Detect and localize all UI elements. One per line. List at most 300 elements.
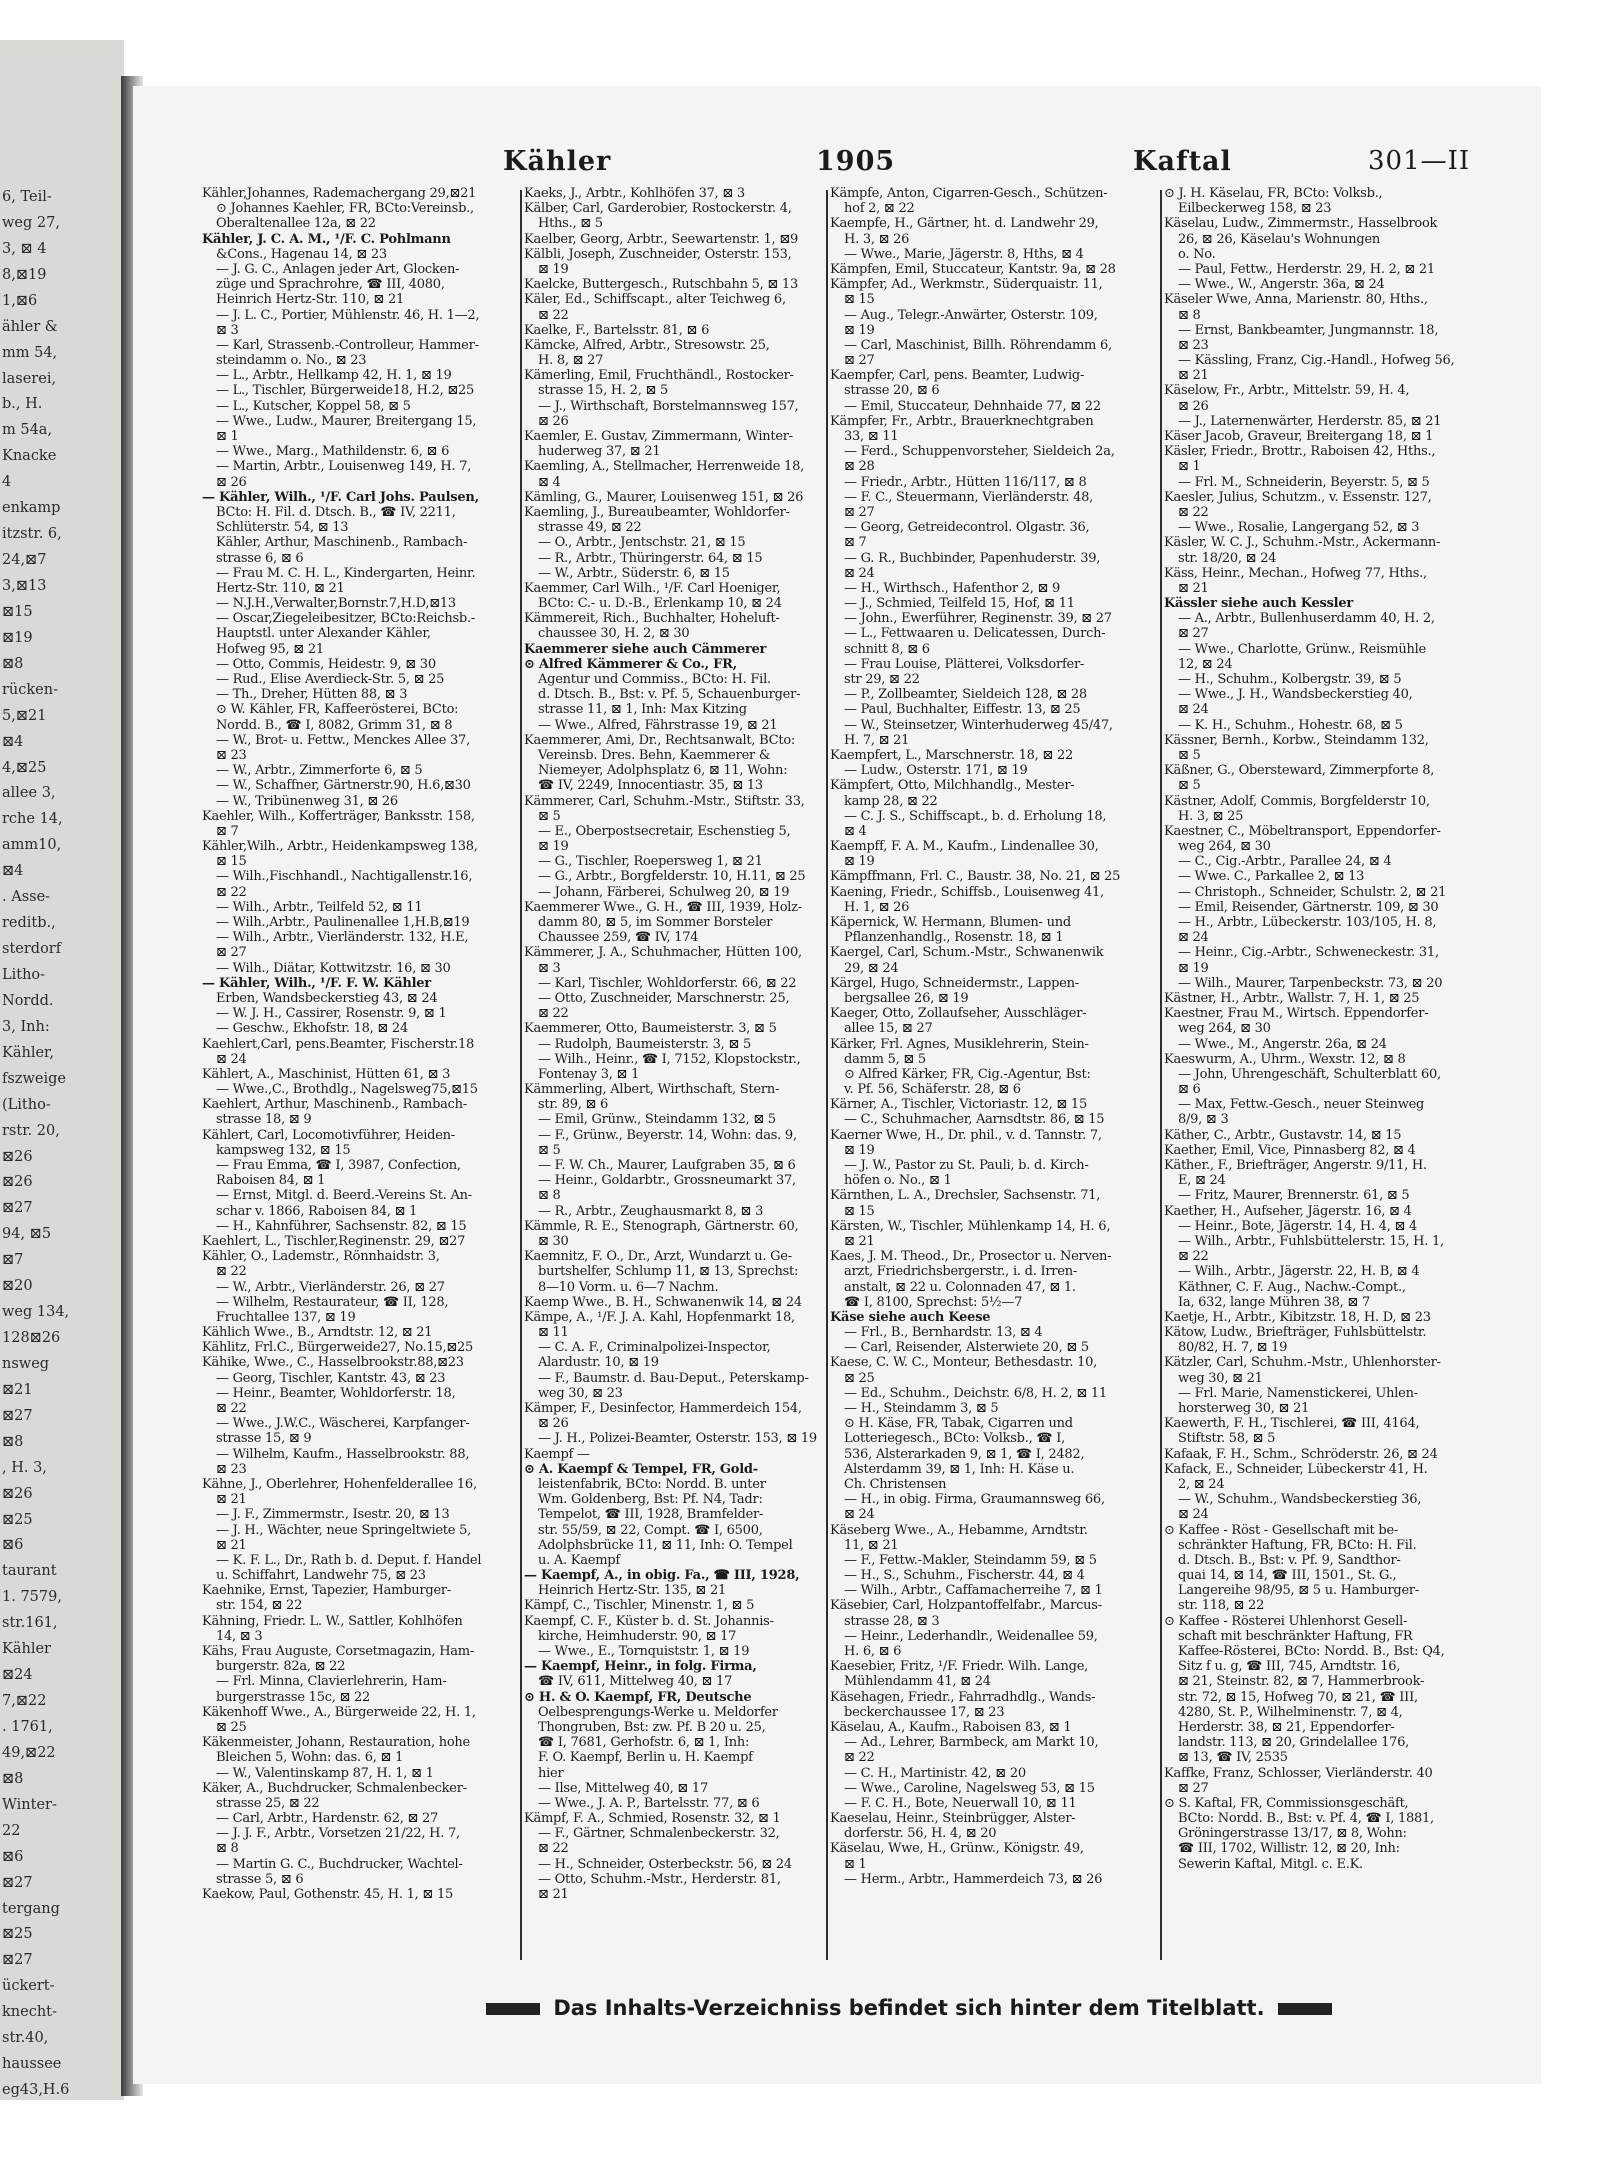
directory-entry-line: ⊠ 22	[538, 307, 569, 323]
directory-entry-line: Kaelber, Georg, Arbtr., Seewartenstr. 1, ⊠9	[524, 231, 798, 247]
directory-entry-line: Kärgel, Hugo, Schneidermstr., Lappen-	[830, 975, 1079, 991]
directory-entry-line: ⊠ 4	[844, 823, 867, 839]
previous-page-fragment: 3,⊠13	[2, 577, 47, 594]
directory-entry-line: Vereinsb. Dres. Behn, Kaemmerer &	[538, 747, 771, 763]
directory-entry-line: ⊠ 19	[844, 854, 875, 870]
directory-entry-line: — F., Gärtner, Schmalenbeckerstr. 32,	[538, 1826, 780, 1842]
directory-entry-line: huderweg 37, ⊠ 21	[538, 444, 661, 460]
directory-entry-line: F. O. Kaempf, Berlin u. H. Kaempf	[538, 1750, 753, 1766]
directory-entry-line: ⊠ 19	[538, 261, 569, 277]
directory-entry-line: — Frl. Minna, Clavierlehrerin, Ham-	[216, 1674, 447, 1690]
directory-entry-line: Kaes, J. M. Theod., Dr., Prosector u. Nerven-	[830, 1249, 1112, 1265]
directory-entry-line: BCto: H. Fil. d. Dtsch. B., ☎ IV, 2211,	[216, 504, 456, 520]
directory-entry-line: Kätow, Ludw., Briefträger, Fuhlsbüttelstr.	[1164, 1325, 1427, 1341]
directory-entry-line: 4280, St. P., Wilhelminenstr. 7, ⊠ 4,	[1178, 1704, 1403, 1720]
previous-page-fragment: eg43,H.6	[2, 2082, 70, 2099]
directory-entry-line: ⊠ 21	[216, 1492, 247, 1508]
previous-page-fragment: nsweg	[2, 1355, 50, 1372]
directory-entry-line: — J., Laternenwärter, Herderstr. 85, ⊠ 21	[1178, 413, 1442, 429]
directory-entry-line: — H., Arbtr., Lübeckerstr. 103/105, H. 8,	[1178, 915, 1437, 930]
directory-entry-line: Wm. Goldenberg, Bst: Pf. N4, Tadr:	[538, 1492, 763, 1508]
directory-entry-line: schränkter Haftung, FR, BCto: H. Fil.	[1178, 1537, 1417, 1553]
directory-entry-line: — Heinr., Cig.-Arbtr., Schweneckestr. 31,	[1178, 945, 1439, 961]
previous-page-fragment: 22	[2, 1822, 21, 1839]
directory-entry-line: ⊠ 22	[844, 1750, 875, 1766]
directory-entry-line: Kählitz, Frl.C., Bürgerweide27, No.15,⊠25	[202, 1340, 474, 1356]
directory-entry-line: H. 1, ⊠ 26	[844, 899, 910, 915]
directory-entry-line: Stiftstr. 58, ⊠ 5	[1178, 1431, 1276, 1447]
directory-entry-line: beckerchaussee 17, ⊠ 23	[844, 1704, 1005, 1720]
previous-page-fragment: b., H.	[2, 396, 43, 413]
previous-page-fragment: 1. 7579,	[2, 1589, 62, 1606]
directory-column-4	[1164, 186, 1520, 1966]
directory-entry-line: Kämpfen, Emil, Stuccateur, Kantstr. 9a, ⊠ 28	[830, 261, 1116, 277]
directory-entry-line: — Wwe., W., Angerstr. 36a, ⊠ 24	[1178, 277, 1385, 293]
directory-entry-line: hof 2, ⊠ 22	[844, 201, 915, 217]
previous-page-fragment: ⊠4	[2, 733, 24, 750]
directory-entry-line: Kähning, Friedr. L. W., Sattler, Kohlhöfen	[202, 1613, 463, 1629]
directory-entry-line: — Kässling, Franz, Cig.-Handl., Hofweg 56,	[1178, 353, 1455, 369]
previous-page-fragment: sterdorf	[2, 941, 62, 958]
directory-entry-line: ⊠ 22	[538, 1841, 569, 1857]
header-right-keyword: Kaftal	[1133, 146, 1232, 177]
directory-entry-line: Kähler,Johannes, Rademachergang 29,⊠21	[202, 186, 477, 201]
directory-entry-line: Kaesler, Julius, Schutzm., v. Essenstr. 127,	[1164, 489, 1432, 505]
directory-entry-line: — Heinr., Lederhandlr., Weidenallee 59,	[844, 1628, 1098, 1644]
directory-entry-line: — O., Arbtr., Jentschstr. 21, ⊠ 15	[538, 535, 746, 551]
directory-entry-line: — Wwe., Marg., Mathildenstr. 6, ⊠ 6	[216, 444, 450, 460]
directory-entry-line: v. Pf. 56, Schäferstr. 28, ⊠ 6	[844, 1082, 1021, 1098]
directory-entry-line: — Fritz, Maurer, Brennerstr. 61, ⊠ 5	[1178, 1188, 1410, 1204]
previous-page-fragment: 7,⊠22	[2, 1693, 47, 1710]
directory-entry-line: ⊠ 1	[216, 429, 239, 444]
directory-entry-line: burtshelfer, Schlump 11, ⊠ 13, Sprechst:	[538, 1264, 799, 1280]
page-number: 301—II	[1368, 146, 1471, 176]
previous-page-fragment: ⊠26	[2, 1485, 33, 1502]
directory-entry-line: ⊠ 15	[844, 292, 875, 308]
directory-entry-line: str. 55/59, ⊠ 22, Compt. ☎ I, 6500,	[538, 1522, 763, 1538]
directory-entry-line: — E., Oberpostsecretair, Eschenstieg 5,	[538, 823, 791, 839]
directory-entry-line: ☎ I, 7681, Gerhofstr. 6, ⊠ 1, Inh:	[538, 1735, 750, 1751]
directory-entry-line: — F. C. H., Bote, Neuerwall 10, ⊠ 11	[844, 1795, 1077, 1811]
previous-page-fragment: 1,⊠6	[2, 292, 38, 309]
directory-entry-line: höfen o. No., ⊠ 1	[844, 1173, 952, 1189]
previous-page-fragment: 3, ⊠ 4	[2, 240, 47, 257]
directory-entry-line: — W., Arbtr., Zimmerforte 6, ⊠ 5	[216, 763, 423, 779]
directory-entry-line: Kaeger, Otto, Zollaufseher, Ausschläger-	[830, 1006, 1087, 1022]
directory-entry-line: Hths., ⊠ 5	[538, 216, 603, 232]
directory-entry-line: ⊠ 25	[844, 1370, 875, 1386]
directory-entry-line: H. 3, ⊠ 26	[844, 231, 910, 247]
directory-entry-line: Käpernick, W. Hermann, Blumen- und	[830, 915, 1071, 930]
directory-entry-line: Kaese, C. W. C., Monteur, Bethesdastr. 10,	[830, 1355, 1098, 1371]
directory-entry-line: — Emil, Stuccateur, Dehnhaide 77, ⊠ 22	[844, 398, 1101, 414]
directory-entry-line: — Christoph., Schneider, Schulstr. 2, ⊠ 21	[1178, 884, 1447, 900]
directory-entry-line: — W., Arbtr., Vierländerstr. 26, ⊠ 27	[216, 1279, 445, 1295]
directory-entry-line: ⊠ 21	[538, 1887, 569, 1902]
directory-entry-line: ⊙ Kaffee - Rösterei Uhlenhorst Gesell-	[1164, 1613, 1408, 1629]
directory-entry-line: weg 30, ⊠ 23	[538, 1385, 623, 1401]
previous-page-fragment: haussee	[2, 2056, 62, 2073]
directory-entry-line: — Kähler, Wilh., ¹/F. F. W. Kähler	[202, 975, 431, 991]
directory-entry-line: — H., S., Schuhm., Fischerstr. 44, ⊠ 4	[844, 1568, 1085, 1584]
directory-entry-line: Käse siehe auch Keese	[830, 1309, 991, 1325]
directory-entry-line: — W., Brot- u. Fettw., Menckes Allee 37,	[216, 732, 470, 748]
directory-entry-line: d. Dtsch. B., Bst: v. Pf. 9, Sandthor-	[1178, 1552, 1401, 1568]
previous-page-fragment: , H. 3,	[2, 1459, 47, 1476]
directory-entry-line: ☎ III, 1702, Willistr. 12, ⊠ 20, Inh:	[1178, 1841, 1400, 1857]
directory-entry-line: Kaemmerer, Otto, Baumeisterstr. 3, ⊠ 5	[524, 1021, 777, 1037]
directory-entry-line: — F., Fettw.-Makler, Steindamm 59, ⊠ 5	[844, 1552, 1097, 1568]
directory-entry-line: Kählich Wwe., B., Arndtstr. 12, ⊠ 21	[202, 1325, 433, 1341]
directory-entry-line: — L., Tischler, Bürgerweide18, H.2, ⊠25	[216, 383, 475, 399]
directory-entry-line: 8/9, ⊠ 3	[1178, 1112, 1229, 1128]
directory-entry-line: — W., Valentinskamp 87, H. 1, ⊠ 1	[216, 1765, 434, 1781]
directory-entry-line: Kästner, Adolf, Commis, Borgfelderstr 10,	[1164, 793, 1430, 809]
previous-page-fragment: weg 27,	[2, 214, 60, 231]
directory-entry-line: Kätzler, Carl, Schuhm.-Mstr., Uhlenhorster-	[1164, 1355, 1441, 1371]
directory-entry-line: Heinrich Hertz-Str. 135, ⊠ 21	[538, 1583, 727, 1599]
previous-page-fragment: taurant	[2, 1563, 57, 1580]
directory-entry-line: ☎ I, 8100, Sprechst: 5½—7	[844, 1294, 1023, 1310]
directory-entry-line: — Wwe. C., Parkallee 2, ⊠ 13	[1178, 869, 1365, 885]
directory-entry-line: Kaerner Wwe, H., Dr. phil., v. d. Tannstr. 7,	[830, 1127, 1102, 1143]
directory-entry-line: Käselau, A., Kaufm., Raboisen 83, ⊠ 1	[830, 1719, 1072, 1735]
directory-entry-line: ⊠ 11	[538, 1325, 569, 1341]
directory-entry-line: Kämpfert, Otto, Milchhandlg., Mester-	[830, 778, 1075, 794]
directory-entry-line: — J. F., Zimmermstr., Isestr. 20, ⊠ 13	[216, 1507, 450, 1523]
previous-page-fragment: weg 134,	[2, 1304, 70, 1321]
directory-entry-line: ⊠ 8	[216, 1841, 239, 1857]
directory-entry-line: ⊠ 24	[1178, 930, 1209, 946]
directory-entry-line: — John., Ewerführer, Reginenstr. 39, ⊠ 27	[844, 611, 1112, 627]
directory-entry-line: — Wwe., Ludw., Maurer, Breitergang 15,	[216, 413, 477, 429]
directory-entry-line: Kaergel, Carl, Schum.-Mstr., Schwanenwik	[830, 945, 1104, 961]
directory-entry-line: — L., Kutscher, Koppel 58, ⊠ 5	[216, 398, 411, 414]
directory-entry-line: — P., Zollbeamter, Sieldeich 128, ⊠ 28	[844, 687, 1087, 703]
directory-entry-line: — J. W., Pastor zu St. Pauli, b. d. Kirch-	[844, 1158, 1089, 1173]
previous-page-fragment: ⊠6	[2, 1537, 24, 1554]
directory-entry-line: Käsebier, Carl, Holzpantoffelfabr., Marcus-	[830, 1598, 1102, 1614]
directory-entry-line: allee 15, ⊠ 27	[844, 1021, 933, 1037]
directory-entry-line: str. 89, ⊠ 6	[538, 1097, 609, 1113]
previous-page-fragment: 128⊠26	[2, 1330, 61, 1347]
directory-entry-line: Fruchtallee 137, ⊠ 19	[216, 1309, 356, 1325]
directory-entry-line: — C. J. S., Schiffscapt., b. d. Erholung 18,	[844, 808, 1107, 824]
directory-entry-line: Kafaak, F. H., Schm., Schröderstr. 26, ⊠ 24	[1164, 1446, 1438, 1462]
previous-page-fragment: ⊠27	[2, 1407, 33, 1424]
directory-entry-line: strasse 15, H. 2, ⊠ 5	[538, 383, 669, 399]
directory-entry-line: ⊙ Johannes Kaehler, FR, BCto:Vereinsb.,	[216, 201, 474, 217]
previous-page-fragment: ⊠8	[2, 1770, 24, 1787]
directory-entry-line: arzt, Friedrichsbergerstr., i. d. Irren-	[844, 1264, 1077, 1280]
previous-page-fragment: rstr. 20,	[2, 1122, 60, 1139]
directory-entry-line: schar v. 1866, Raboisen 84, ⊠ 1	[216, 1203, 418, 1219]
directory-entry-line: — W. J. H., Cassirer, Rosenstr. 9, ⊠ 1	[216, 1006, 447, 1022]
directory-entry-line: — Paul, Buchhalter, Eiffestr. 13, ⊠ 25	[844, 702, 1081, 718]
directory-entry-line: Kähike, Wwe., C., Hasselbrookstr.88,⊠23	[202, 1355, 464, 1371]
directory-entry-line: — Wilh., Arbtr., Vierländerstr. 132, H.E,	[216, 930, 469, 946]
previous-page-fragment: ⊠27	[2, 1874, 33, 1891]
directory-entry-line: d. Dtsch. B., Bst: v. Pf. 5, Schauenburger-	[538, 687, 801, 703]
previous-page-fragment: 5,⊠21	[2, 707, 47, 724]
directory-entry-line: ⊠ 7	[844, 535, 867, 551]
directory-entry-line: Kämpffmann, Frl. C., Baustr. 38, No. 21, ⊠ 25	[830, 869, 1121, 885]
directory-entry-line: Kaether, H., Aufseher, Jägerstr. 16, ⊠ 4	[1164, 1203, 1412, 1219]
directory-entry-line: Kämpfer, Ad., Werkmstr., Süderquaistr. 11,	[830, 277, 1103, 293]
directory-entry-line: ⊙ Alfred Kämmerer & Co., FR,	[524, 656, 737, 672]
directory-entry-line: 12, ⊠ 24	[1178, 656, 1233, 672]
directory-entry-line: Kaemmerer Wwe., G. H., ☎ III, 1939, Holz-	[524, 899, 802, 915]
directory-entry-line: ⊠ 5	[1178, 747, 1201, 763]
directory-entry-line: — Otto, Schuhm.-Mstr., Herderstr. 81,	[538, 1871, 781, 1887]
directory-entry-line: Kässner, Bernh., Korbw., Steindamm 132,	[1164, 732, 1429, 748]
directory-entry-line: — Wwe.,C., Brothdlg., Nagelsweg75,⊠15	[216, 1082, 478, 1098]
directory-entry-line: Kaehnike, Ernst, Tapezier, Hamburger-	[202, 1583, 452, 1599]
previous-page-fragment: knecht-	[2, 2004, 57, 2021]
directory-entry-line: kampsweg 132, ⊠ 15	[216, 1142, 351, 1158]
directory-entry-line: ⊠ 4	[538, 474, 561, 490]
directory-entry-line: weg 30, ⊠ 21	[1178, 1370, 1263, 1386]
directory-entry-line: Agentur und Commiss., BCto: H. Fil.	[538, 672, 771, 687]
directory-entry-line: leistenfabrik, BCto: Nordd. B. unter	[538, 1476, 766, 1492]
previous-page-fragment: allee 3,	[2, 785, 56, 802]
previous-page-fragment: 49,⊠22	[2, 1744, 56, 1761]
directory-entry-line: — Johann, Färberei, Schulweg 20, ⊠ 19	[538, 884, 790, 900]
directory-entry-line: — J. H., Wächter, neue Springeltwiete 5,	[216, 1522, 472, 1538]
directory-entry-line: ⊙ A. Kaempf & Tempel, FR, Gold-	[524, 1461, 758, 1477]
previous-page-fragment: laserei,	[2, 370, 57, 387]
previous-page-fragment: rücken-	[2, 681, 58, 698]
directory-entry-line: Sewerin Kaftal, Mitgl. c. E.K.	[1178, 1856, 1363, 1872]
directory-entry-line: Kaeselau, Heinr., Steinbrügger, Alster-	[830, 1811, 1076, 1827]
directory-entry-line: strasse 6, ⊠ 6	[216, 550, 304, 566]
directory-entry-line: — Wwe., Rosalie, Langergang 52, ⊠ 3	[1178, 520, 1420, 536]
directory-entry-line: Alsterdamm 39, ⊠ 1, Inh: H. Käse u.	[844, 1461, 1075, 1477]
directory-entry-line: str 29, ⊠ 22	[844, 672, 920, 687]
directory-entry-line: Käselau, Ludw., Zimmermstr., Hasselbrook	[1164, 216, 1438, 232]
directory-entry-line: — Paul, Fettw., Herderstr. 29, H. 2, ⊠ 21	[1178, 261, 1435, 277]
directory-entry-line: — Wwe., J.W.C., Wäscherei, Karpfanger-	[216, 1416, 470, 1432]
previous-page-fragment: 4,⊠25	[2, 759, 47, 776]
directory-entry-line: Kämpf, C., Tischler, Minenstr. 1, ⊠ 5	[524, 1598, 755, 1614]
directory-entry-line: — Frl. Marie, Namenstickerei, Uhlen-	[1178, 1385, 1418, 1401]
directory-entry-line: strasse 11, ⊠ 1, Inh: Max Kitzing	[538, 702, 747, 718]
directory-entry-line: str. 72, ⊠ 15, Hofweg 70, ⊠ 21, ☎ III,	[1178, 1689, 1418, 1705]
directory-entry-line: Käsehagen, Friedr., Fahrradhdlg., Wands-	[830, 1689, 1096, 1705]
directory-entry-line: Fontenay 3, ⊠ 1	[538, 1066, 640, 1082]
directory-entry-line: Tempelot, ☎ III, 1928, Bramfelder-	[538, 1507, 764, 1523]
directory-entry-line: Kaempf, C. F., Küster b. d. St. Johannis-	[524, 1613, 774, 1629]
directory-entry-line: ⊠ 22	[216, 1264, 247, 1280]
pointing-hand-icon	[1278, 2003, 1332, 2015]
directory-entry-line: — Emil, Reisender, Gärtnerstr. 109, ⊠ 30	[1178, 899, 1439, 915]
directory-entry-line: Kaemler, E. Gustav, Zimmermann, Winter-	[524, 429, 793, 444]
directory-entry-line: — John, Uhrengeschäft, Schulterblatt 60,	[1178, 1066, 1441, 1082]
directory-entry-line: BCto: Nordd. B., Bst: v. Pf. 4, ☎ I, 1881,	[1178, 1811, 1434, 1827]
directory-entry-line: — Wilh., Arbtr., Teilfeld 52, ⊠ 11	[216, 899, 423, 915]
directory-entry-line: Kählert, Carl, Locomotivführer, Heiden-	[202, 1127, 455, 1143]
footer-notice	[480, 1996, 1265, 2020]
previous-page-fragment: ⊠8	[2, 655, 24, 672]
directory-entry-line: — J., Schmied, Teilfeld 15, Hof, ⊠ 11	[844, 596, 1075, 612]
previous-page-fragment: (Litho-	[2, 1096, 51, 1113]
directory-entry-line: Kaeswurm, A., Uhrm., Wexstr. 12, ⊠ 8	[1164, 1051, 1406, 1067]
directory-entry-line: strasse 5, ⊠ 6	[216, 1871, 304, 1887]
directory-entry-line: dorferstr. 56, H. 4, ⊠ 20	[844, 1826, 997, 1842]
directory-entry-line: str. 118, ⊠ 22	[1178, 1598, 1265, 1614]
directory-entry-line: — Herm., Arbtr., Hammerdeich 73, ⊠ 26	[844, 1871, 1103, 1887]
directory-entry-line: Nordd. B., ☎ I, 8082, Grimm 31, ⊠ 8	[216, 717, 453, 733]
directory-entry-line: Käther., F., Briefträger, Angerstr. 9/11, H.	[1164, 1158, 1427, 1173]
directory-entry-line: Kärner, A., Tischler, Victoriastr. 12, ⊠ 15	[830, 1097, 1087, 1113]
directory-entry-line: — Max, Fettw.-Gesch., neuer Steinweg	[1178, 1097, 1425, 1113]
directory-entry-line: — Ernst, Mitgl. d. Beerd.-Vereins St. An-	[216, 1188, 472, 1204]
directory-entry-line: — H., in obig. Firma, Graumannsweg 66,	[844, 1492, 1105, 1508]
directory-entry-line: Eilbeckerweg 158, ⊠ 23	[1178, 201, 1332, 217]
directory-entry-line: Bleichen 5, Wohn: das. 6, ⊠ 1	[216, 1750, 404, 1766]
directory-entry-line: — A., Arbtr., Bullenhuserdamm 40, H. 2,	[1178, 611, 1435, 627]
previous-page-fragment: rche 14,	[2, 811, 63, 828]
directory-entry-line: Ia, 632, lange Mühren 38, ⊠ 7	[1178, 1294, 1370, 1310]
previous-page-fragment: . Asse-	[2, 889, 51, 906]
directory-entry-line: Kaempfe, H., Gärtner, ht. d. Landwehr 29,	[830, 216, 1099, 232]
previous-page-fragment: Kähler,	[2, 1044, 54, 1061]
directory-entry-line: ⊠ 26	[538, 1416, 569, 1432]
directory-entry-line: — C., Cig.-Arbtr., Parallee 24, ⊠ 4	[1178, 854, 1392, 870]
directory-entry-line: Thongruben, Bst: zw. Pf. B 20 u. 25,	[538, 1719, 766, 1735]
directory-entry-line: Käsler, Friedr., Brottr., Raboisen 42, Hths.,	[1164, 444, 1436, 460]
directory-entry-line: Kähler, O., Lademstr., Rönnhaidstr. 3,	[202, 1249, 440, 1265]
directory-entry-line: Kämerling, Emil, Fruchthändl., Rostocker-	[524, 368, 794, 384]
directory-entry-line: — Carl, Maschinist, Billh. Röhrendamm 6,	[844, 337, 1112, 353]
directory-entry-line: — Wwe., M., Angerstr. 26a, ⊠ 24	[1178, 1036, 1387, 1052]
directory-entry-line: ⊠ 26	[538, 413, 569, 429]
directory-entry-line: Kähler, Arthur, Maschinenb., Rambach-	[216, 535, 468, 551]
previous-page-fragment: ⊠24	[2, 1667, 33, 1684]
directory-entry-line: horsterweg 30, ⊠ 21	[1178, 1401, 1310, 1416]
directory-entry-line: o. No.	[1178, 246, 1216, 262]
directory-entry-line: Gröningerstrasse 13/17, ⊠ 8, Wohn:	[1178, 1826, 1407, 1842]
directory-entry-line: ☎ IV, 2249, Innocentiastr. 35, ⊠ 13	[538, 778, 763, 794]
directory-entry-line: strasse 15, ⊠ 9	[216, 1431, 312, 1447]
directory-entry-line: — H., Steindamm 3, ⊠ 5	[844, 1401, 999, 1416]
directory-entry-line: Schlüterstr. 54, ⊠ 13	[216, 520, 349, 536]
directory-entry-line: ⊠ 19	[538, 839, 569, 855]
directory-entry-line: ⊠ 8	[1178, 307, 1201, 323]
pointing-hand-icon	[486, 2003, 540, 2015]
directory-entry-line: Kaelke, F., Bartelsstr. 81, ⊠ 6	[524, 322, 710, 338]
previous-page-fragment: ⊠7	[2, 1252, 24, 1269]
directory-entry-line: — Wilh., Diätar, Kottwitzstr. 16, ⊠ 30	[216, 960, 451, 976]
directory-entry-line: ⊠ 26	[1178, 398, 1209, 414]
directory-entry-line: — Otto, Commis, Heidestr. 9, ⊠ 30	[216, 656, 436, 672]
directory-entry-line: ⊠ 22	[1178, 1249, 1209, 1265]
directory-entry-line: — Frau Emma, ☎ I, 3987, Confection,	[216, 1158, 461, 1173]
directory-entry-line: weg 264, ⊠ 30	[1178, 839, 1271, 855]
directory-entry-line: Chaussee 259, ☎ IV, 174	[538, 930, 699, 946]
directory-entry-line: Kaempfer, Carl, pens. Beamter, Ludwig-	[830, 368, 1085, 384]
directory-entry-line: — G., Arbtr., Borgfelderstr. 10, H.11, ⊠ 25	[538, 869, 806, 885]
directory-entry-line: Kaehlert, Arthur, Maschinenb., Rambach-	[202, 1097, 467, 1113]
directory-entry-line: ⊠ 22	[538, 1006, 569, 1022]
directory-entry-line: ⊠ 26	[216, 474, 247, 490]
previous-page-fragment: enkamp	[2, 500, 61, 517]
directory-entry-line: ⊙ Alfred Kärker, FR, Cig.-Agentur, Bst:	[844, 1066, 1091, 1082]
directory-entry-line: 26, ⊠ 26, Käselau's Wohnungen	[1178, 231, 1381, 247]
directory-entry-line: Kaffee-Rösterei, BCto: Nordd. B., Bst: Q4,	[1178, 1644, 1445, 1659]
directory-entry-line: — Ernst, Bankbeamter, Jungmannstr. 18,	[1178, 322, 1439, 338]
directory-entry-line: — Wilhelm, Kaufm., Hasselbrookstr. 88,	[216, 1446, 470, 1462]
footer-text: Das Inhalts-Verzeichniss befindet sich hinter dem Titelblatt.	[553, 1996, 1265, 2020]
directory-entry-line: Käthner, C. F. Aug., Nachw.-Compt.,	[1178, 1279, 1406, 1295]
directory-entry-line: hier	[538, 1765, 564, 1781]
directory-entry-line: 8—10 Vorm. u. 6—7 Nachm.	[538, 1279, 719, 1295]
previous-page-fragment: str.40,	[2, 2030, 49, 2047]
directory-entry-line: chaussee 30, H. 2, ⊠ 30	[538, 626, 690, 642]
directory-column-2	[524, 186, 822, 1966]
directory-entry-line: 29, ⊠ 24	[844, 960, 899, 976]
directory-entry-line: — F., Grünw., Beyerstr. 14, Wohn: das. 9,	[538, 1127, 797, 1143]
directory-entry-line: schaft mit beschränkter Haftung, FR	[1178, 1628, 1413, 1644]
directory-entry-line: — L., Fettwaaren u. Delicatessen, Durch-	[844, 626, 1106, 642]
directory-entry-line: kamp 28, ⊠ 22	[844, 793, 938, 809]
directory-entry-line: Adolphsbrücke 11, ⊠ 11, Inh: O. Tempel	[538, 1537, 793, 1553]
directory-entry-line: — F. C., Steuermann, Vierländerstr. 48,	[844, 489, 1094, 505]
directory-entry-line: ⊙ W. Kähler, FR, Kaffeerösterei, BCto:	[216, 702, 459, 718]
directory-entry-line: Alardustr. 10, ⊠ 19	[538, 1355, 659, 1371]
directory-entry-line: ⊠ 3	[538, 960, 561, 976]
directory-entry-line: Käkenmeister, Johann, Restauration, hohe	[202, 1735, 470, 1751]
directory-entry-line: steindamm o. No., ⊠ 23	[216, 353, 367, 369]
directory-entry-line: ⊠ 28	[844, 459, 875, 475]
directory-entry-line: 80/82, H. 7, ⊠ 19	[1178, 1340, 1288, 1356]
directory-entry-line: Kämper, F., Desinfector, Hammerdeich 154,	[524, 1401, 802, 1416]
directory-entry-line: — Frl., B., Bernhardstr. 13, ⊠ 4	[844, 1325, 1043, 1341]
directory-entry-line: — Georg, Tischler, Kantstr. 43, ⊠ 23	[216, 1370, 446, 1386]
directory-entry-line: — W., Tribünenweg 31, ⊠ 26	[216, 793, 398, 809]
directory-entry-line: Sitz f u. g, ☎ III, 745, Arndtstr. 16,	[1178, 1659, 1401, 1675]
directory-entry-line: Pflanzenhandlg., Rosenstr. 18, ⊠ 1	[844, 930, 1064, 946]
directory-entry-line: — R., Arbtr., Thüringerstr. 64, ⊠ 15	[538, 550, 763, 566]
directory-entry-line: H. 6, ⊠ 6	[844, 1644, 902, 1659]
directory-entry-line: Käker, A., Buchdrucker, Schmalenbecker-	[202, 1780, 467, 1796]
directory-entry-line: — Wwe., Marie, Jägerstr. 8, Hths, ⊠ 4	[844, 246, 1084, 262]
previous-page-fragment: reditb.,	[2, 915, 56, 932]
previous-page-fragment: 94, ⊠5	[2, 1226, 52, 1243]
directory-entry-line: bergsallee 26, ⊠ 19	[844, 990, 969, 1006]
previous-page-fragment: itzstr. 6,	[2, 526, 62, 543]
directory-entry-line: — Otto, Zuschneider, Marschnerstr. 25,	[538, 990, 790, 1006]
directory-entry-line: quai 14, ⊠ 14, ☎ III, 1501., St. G.,	[1178, 1568, 1397, 1584]
directory-entry-line: anstalt, ⊠ 22 u. Colonnaden 47, ⊠ 1.	[844, 1279, 1076, 1295]
directory-entry-line: E, ⊠ 24	[1178, 1173, 1226, 1189]
directory-entry-line: Kärnthen, L. A., Drechsler, Sachsenstr. 71,	[830, 1188, 1101, 1204]
directory-entry-line: Käseler Wwe, Anna, Marienstr. 80, Hths.,	[1164, 292, 1428, 308]
previous-page-fragment: ⊠4	[2, 863, 24, 880]
directory-entry-line: Kählert, A., Maschinist, Hütten 61, ⊠ 3	[202, 1066, 451, 1082]
column-rule	[826, 190, 828, 1960]
directory-entry-line: &Cons., Hagenau 14, ⊠ 23	[216, 246, 387, 262]
directory-entry-line: Kaetje, H., Arbtr., Kibitzstr. 18, H. D, ⊠ 23	[1164, 1309, 1431, 1325]
previous-page-fragment: Kähler	[2, 1641, 51, 1658]
directory-entry-line: Kaesebier, Fritz, ¹/F. Friedr. Wilh. Lange,	[830, 1659, 1089, 1675]
directory-entry-line: strasse 49, ⊠ 22	[538, 520, 642, 536]
directory-entry-line: — J. J. F., Arbtr., Vorsetzen 21/22, H. 7,	[216, 1826, 460, 1842]
directory-entry-line: ⊠ 1	[844, 1856, 867, 1872]
directory-entry-line: — G., Tischler, Roepersweg 1, ⊠ 21	[538, 854, 763, 870]
previous-page-fragment: m 54a,	[2, 422, 53, 439]
